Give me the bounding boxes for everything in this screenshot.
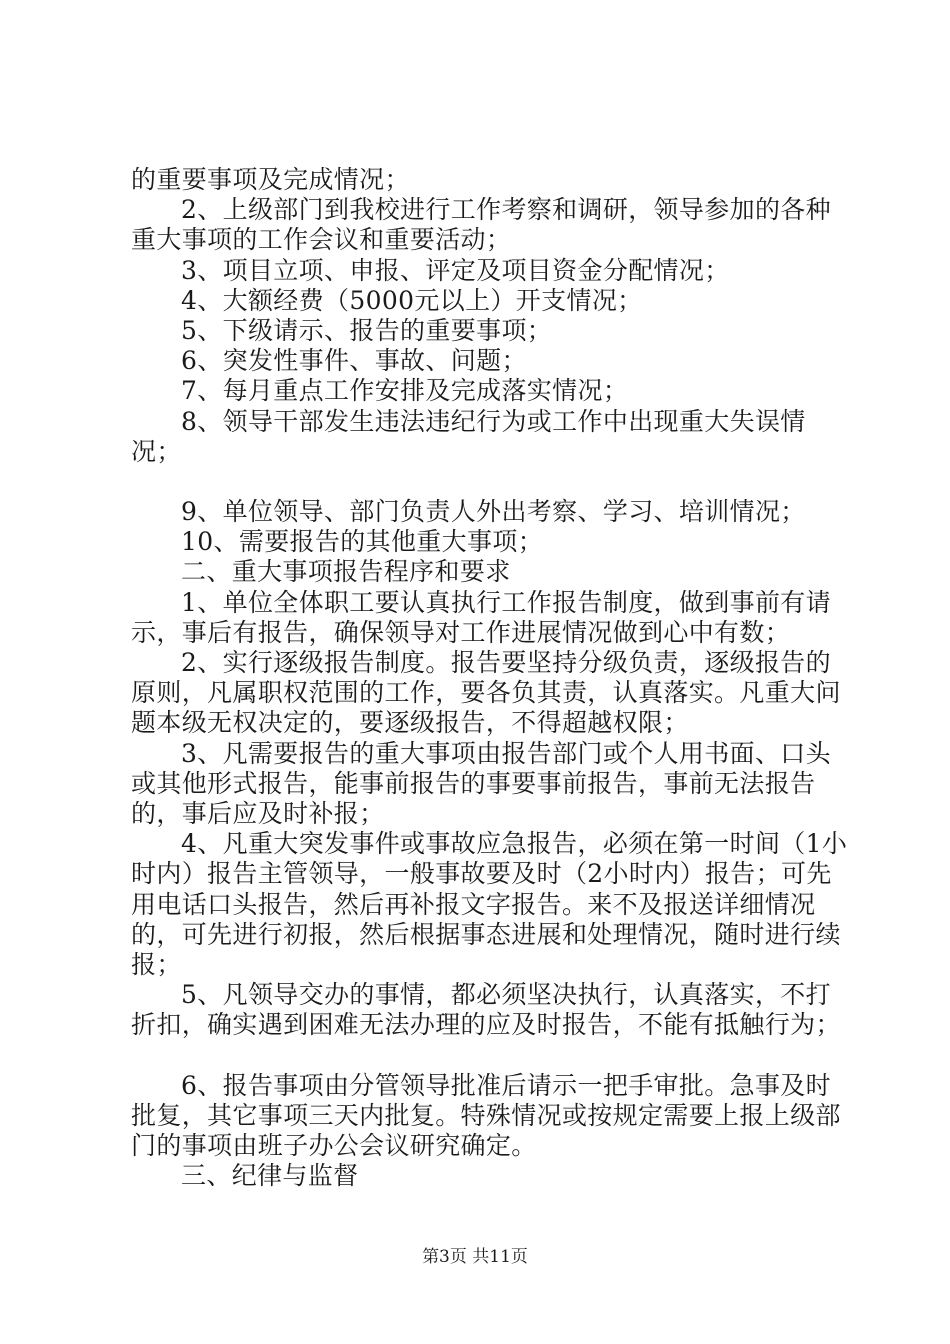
document-body <box>131 165 851 1192</box>
list-item-9: 9、单位领导、部门负责人外出考察、学习、培训情况； <box>181 497 806 527</box>
list-item-10: 10、需要报告的其他重大事项； <box>181 527 544 557</box>
section-heading-3: 三、纪律与监督 <box>181 1161 359 1191</box>
page-number-footer: 第3页 共11页 <box>422 1247 528 1267</box>
list-item-3: 3、项目立项、申报、评定及项目资金分配情况； <box>181 255 730 285</box>
requirement-item-5: 5、凡领导交办的事情，都必须坚决执行，认真落实，不打折扣，确实遇到困难无法办理的应及时报告，不能有抵触行为； <box>131 980 841 1040</box>
list-item-5: 5、下级请示、报告的重要事项； <box>181 316 553 346</box>
requirement-item-1: 1、单位全体职工要认真执行工作报告制度，做到事前有请示，事后有报告，确保领导对工作进展情况做到心中有数； <box>131 587 832 647</box>
requirement-item-6: 6、报告事项由分管领导批准后请示一把手审批。急事及时批复，其它事项三天内批复。特殊情况或按规定需要上报上级部门的事项由班子办公会议研究确定。 <box>131 1070 841 1161</box>
paragraph-continuation: 的重要事项及完成情况； <box>131 165 410 194</box>
list-item-2: 2、上级部门到我校进行工作考察和调研，领导参加的各种重大事项的工作会议和重要活动； <box>131 195 832 255</box>
list-item-6: 6、突发性事件、事故、问题； <box>181 346 527 376</box>
list-item-4: 4、大额经费（5000元以上）开支情况； <box>181 285 643 315</box>
requirement-item-2: 2、实行逐级报告制度。报告要坚持分级负责，逐级报告的原则，凡属职权范围的工作，要各负其责，认真落实。凡重大问题本级无权决定的，要逐级报告，不得超越权限； <box>131 648 841 738</box>
section-heading-2: 二、重大事项报告程序和要求 <box>181 557 511 587</box>
requirement-item-3: 3、凡需要报告的重大事项由报告部门或个人用书面、口头或其他形式报告，能事前报告的事要事前报告，事前无法报告的，事后应及时补报； <box>131 738 832 829</box>
list-item-7: 7、每月重点工作安排及完成落实情况； <box>181 376 629 406</box>
list-item-8: 8、领导干部发生违法违纪行为或工作中出现重大失误情况； <box>131 406 806 466</box>
requirement-item-4: 4、凡重大突发事件或事故应急报告，必须在第一时间（1小时内）报告主管领导，一般事故要及时（2小时内）报告；可先用电话口头报告，然后再补报文字报告。来不及报送详细情况的，可先进行初报，然后根据事态进展和处理情况，随时进行续报； <box>131 829 848 980</box>
